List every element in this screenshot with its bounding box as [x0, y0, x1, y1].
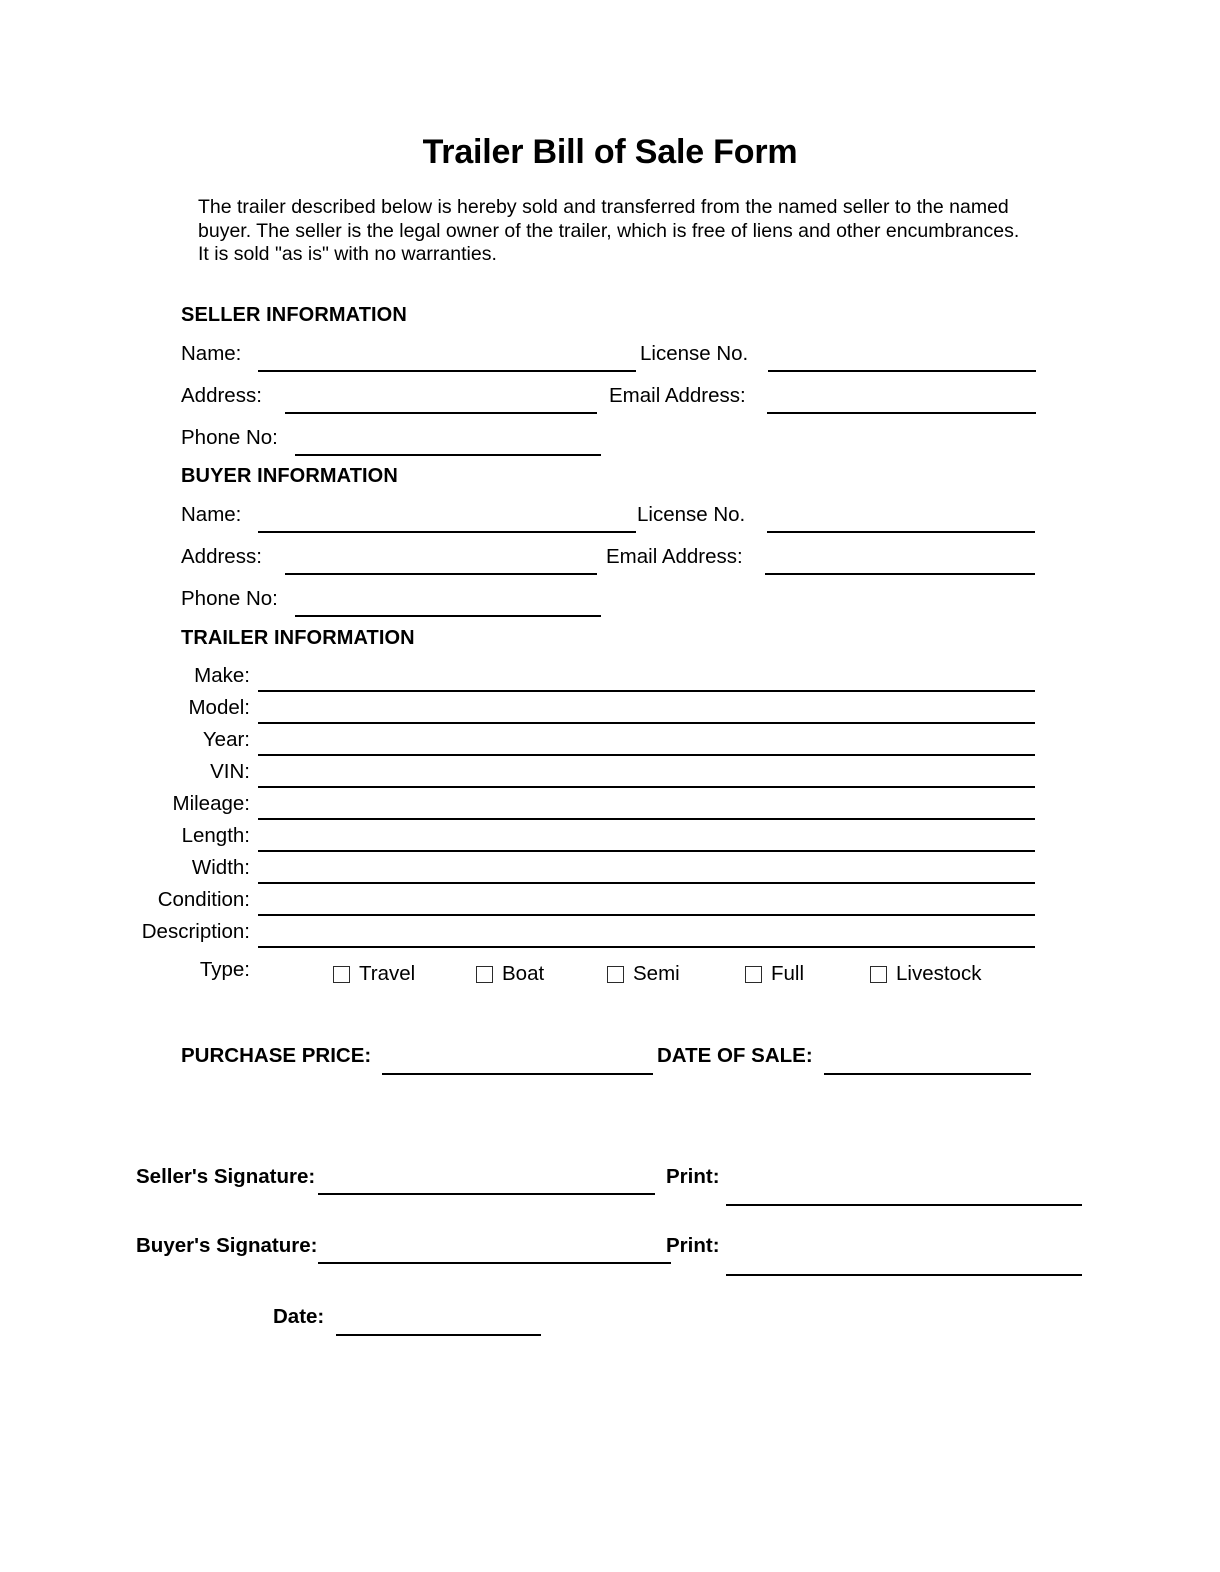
buyer-signature-line[interactable]: [318, 1262, 671, 1264]
buyer-address-label: Address:: [181, 545, 262, 568]
trailer-model-line[interactable]: [258, 722, 1035, 724]
checkbox-square-icon[interactable]: [607, 966, 624, 983]
buyer-email-line[interactable]: [765, 573, 1035, 575]
page-title: Trailer Bill of Sale Form: [422, 133, 798, 171]
buyer-print-label: Print:: [666, 1234, 720, 1257]
seller-address-label: Address:: [181, 384, 262, 407]
trailer-make-line[interactable]: [258, 690, 1035, 692]
trailer-vin-label: VIN:: [210, 760, 250, 783]
checkbox-option-semi[interactable]: [607, 962, 680, 986]
trailer-mileage-label: Mileage:: [172, 792, 250, 815]
trailer-year-line[interactable]: [258, 754, 1035, 756]
seller-license-line[interactable]: [768, 370, 1036, 372]
checkbox-label-travel: Travel: [359, 962, 416, 985]
checkbox-label-full: Full: [771, 962, 805, 985]
trailer-year-label: Year:: [202, 728, 250, 751]
seller-phone-line[interactable]: [295, 454, 601, 456]
buyer-phone-line[interactable]: [295, 615, 601, 617]
buyer-phone-label: Phone No:: [181, 587, 278, 610]
buyer-license-label: License No.: [637, 503, 746, 526]
trailer-width-label: Width:: [191, 856, 250, 879]
checkbox-square-icon[interactable]: [476, 966, 493, 983]
seller-signature-label: Seller's Signature:: [136, 1165, 316, 1188]
seller-email-line[interactable]: [767, 412, 1036, 414]
seller-phone-label: Phone No:: [181, 426, 278, 449]
intro-paragraph: The trailer described below is hereby sold and transferred from the named seller to the named buyer. The seller is the legal owner of the trailer, which is free of liens and other encumbrances. It is sold "as is" with no warranties.: [198, 196, 1020, 265]
checkbox-label-livestock: Livestock: [896, 962, 982, 985]
trailer-length-label: Length:: [181, 824, 250, 847]
section-header-trailer: TRAILER INFORMATION: [181, 627, 415, 649]
trailer-model-label: Model:: [188, 696, 250, 719]
seller-signature-line[interactable]: [318, 1193, 655, 1195]
checkbox-option-travel[interactable]: [333, 962, 415, 986]
seller-license-label: License No.: [640, 342, 749, 365]
trailer-type-options: [333, 962, 1033, 992]
date-of-sale-line[interactable]: [824, 1073, 1031, 1075]
seller-print-label: Print:: [666, 1165, 720, 1188]
trailer-type-label: Type:: [199, 958, 250, 981]
trailer-description-line[interactable]: [258, 946, 1035, 948]
seller-email-label: Email Address:: [609, 384, 746, 407]
date-line[interactable]: [336, 1334, 541, 1336]
checkbox-square-icon[interactable]: [745, 966, 762, 983]
buyer-signature-label: Buyer's Signature:: [136, 1234, 318, 1257]
purchase-price-line[interactable]: [382, 1073, 653, 1075]
checkbox-label-semi: Semi: [633, 962, 680, 985]
checkbox-square-icon[interactable]: [870, 966, 887, 983]
trailer-width-line[interactable]: [258, 882, 1035, 884]
buyer-license-line[interactable]: [767, 531, 1035, 533]
buyer-email-label: Email Address:: [606, 545, 743, 568]
date-of-sale-label: DATE OF SALE:: [657, 1044, 813, 1067]
seller-print-line[interactable]: [726, 1204, 1082, 1206]
buyer-name-label: Name:: [181, 503, 242, 526]
checkbox-square-icon[interactable]: [333, 966, 350, 983]
seller-name-line[interactable]: [258, 370, 636, 372]
trailer-length-line[interactable]: [258, 850, 1035, 852]
trailer-vin-line[interactable]: [258, 786, 1035, 788]
checkbox-option-boat[interactable]: [476, 962, 544, 986]
buyer-name-line[interactable]: [258, 531, 636, 533]
trailer-condition-line[interactable]: [258, 914, 1035, 916]
section-header-seller: SELLER INFORMATION: [181, 304, 407, 326]
buyer-address-line[interactable]: [285, 573, 597, 575]
checkbox-option-livestock[interactable]: [870, 962, 981, 986]
trailer-condition-label: Condition:: [157, 888, 250, 911]
date-label: Date:: [273, 1305, 325, 1328]
trailer-mileage-line[interactable]: [258, 818, 1035, 820]
checkbox-option-full[interactable]: [745, 962, 804, 986]
section-header-buyer: BUYER INFORMATION: [181, 465, 398, 487]
seller-name-label: Name:: [181, 342, 242, 365]
checkbox-label-boat: Boat: [502, 962, 545, 985]
seller-address-line[interactable]: [285, 412, 597, 414]
buyer-print-line[interactable]: [726, 1274, 1082, 1276]
trailer-make-label: Make:: [194, 664, 250, 687]
trailer-description-label: Description:: [141, 920, 250, 943]
purchase-price-label: PURCHASE PRICE:: [181, 1044, 372, 1067]
